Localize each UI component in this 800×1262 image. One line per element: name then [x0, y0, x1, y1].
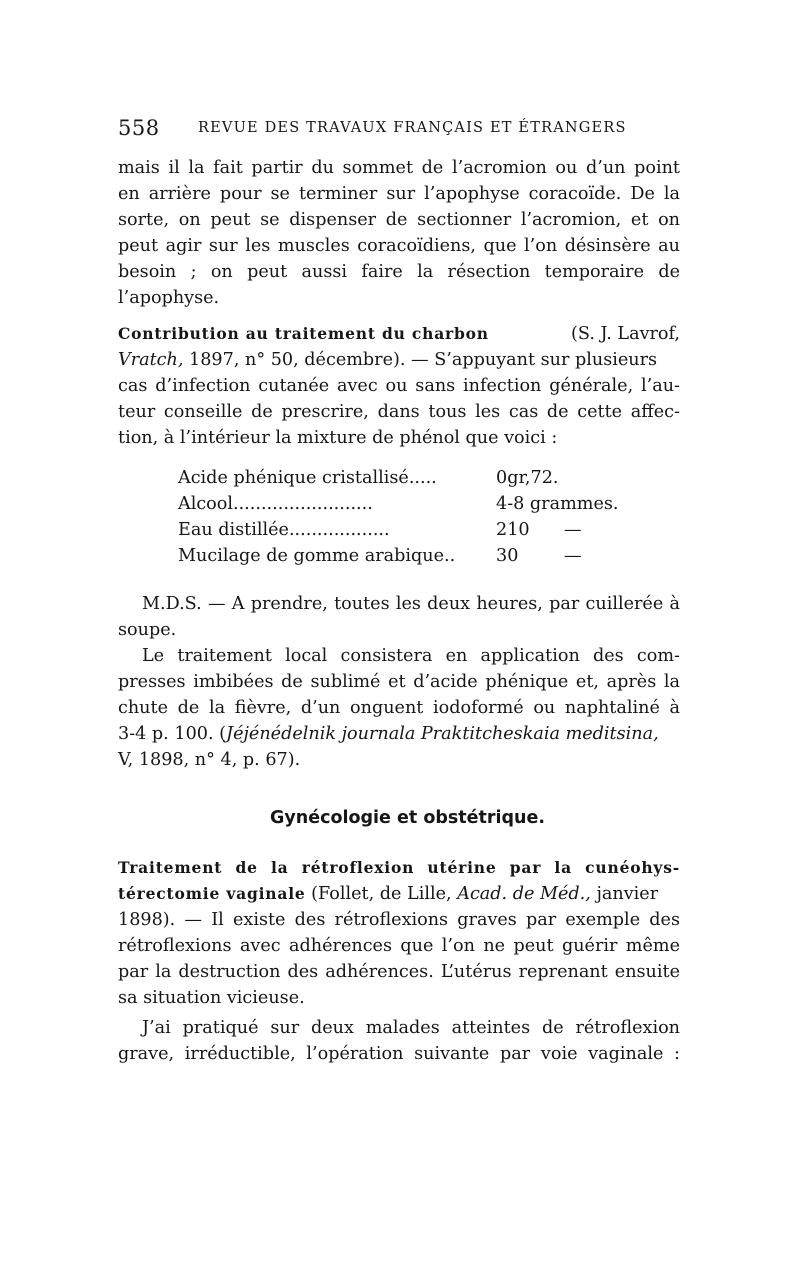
text-line: tion, à l’intérieur la mixture de phénol que voici :	[118, 428, 558, 448]
text-line: l’apophyse.	[118, 288, 220, 308]
text-line: teur conseille de prescrire, dans tous les cas de cette affec-	[118, 402, 680, 422]
text-line: J’ai pratiqué sur deux malades atteintes de rétroflexion	[142, 1018, 680, 1038]
prescription-row	[178, 520, 638, 546]
text-line: grave, irréductible, l’opération suivante par voie vaginale :	[118, 1044, 680, 1064]
prescription-row	[178, 468, 638, 494]
article-title: Traitement de la rétroflexion utérine par la cunéohys-	[118, 858, 680, 877]
prescription-row	[178, 546, 638, 572]
text-line: soupe.	[118, 620, 177, 640]
journal-name: Vratch,	[118, 350, 184, 370]
text-line: rétroflexions avec adhérences que l’on ne peut guérir même	[118, 936, 680, 956]
text-line: 1898). — Il existe des rétroflexions graves par exemple des	[118, 910, 680, 930]
text-line: cas d’infection cutanée avec ou sans infection générale, l’au-	[118, 376, 680, 396]
article-citation: (S. J. Lavrof,	[571, 324, 680, 344]
text-line: sorte, on peut se dispenser de sectionner l’acromion, et on	[118, 210, 680, 230]
text-line: mais il la fait partir du sommet de l’acromion ou d’un point	[118, 158, 680, 178]
ingredient-unit: —	[564, 546, 582, 566]
ingredient-name: Acide phénique cristallisé.....	[178, 468, 437, 488]
text-line: V, 1898, n° 4, p. 67).	[118, 750, 301, 770]
journal-name: Jéjénédelnik journala Praktitcheskaia meditsina,	[226, 724, 659, 744]
text-fragment: (Follet, de Lille,	[311, 884, 452, 904]
article-title: Contribution au traitement du charbon	[118, 324, 489, 343]
page-number: 558	[118, 116, 160, 140]
text-line: chute de la fièvre, d’un onguent iodoformé ou naphtaliné à	[118, 698, 680, 718]
text-line	[118, 722, 680, 746]
article-title-line	[118, 322, 680, 346]
running-head: REVUE DES TRAVAUX FRANÇAIS ET ÉTRANGERS	[198, 120, 627, 136]
text-line: presses imbibées de sublimé et d’acide phénique et, après la	[118, 672, 680, 692]
text-line: besoin ; on peut aussi faire la résection temporaire de	[118, 262, 680, 282]
text-line: Le traitement local consistera en application des com-	[142, 646, 680, 666]
text-line: sa situation vicieuse.	[118, 988, 305, 1008]
ingredient-quantity: 30	[496, 546, 519, 566]
text-fragment: 3-4 p. 100. (	[118, 724, 227, 744]
journal-name: Acad. de Méd.,	[457, 884, 591, 904]
text-line: M.D.S. — A prendre, toutes les deux heures, par cuillerée à	[142, 594, 680, 614]
page-header	[118, 114, 680, 144]
text-fragment: 1897, n° 50, décembre). — S’appuyant sur plusieurs	[189, 350, 658, 370]
text-line	[118, 882, 680, 906]
text-line	[118, 348, 680, 372]
ingredient-unit: —	[564, 520, 582, 540]
ingredient-quantity: 210	[496, 520, 530, 540]
section-heading: Gynécologie et obstétrique.	[270, 808, 546, 828]
text-fragment: janvier	[596, 884, 659, 904]
prescription-row	[178, 494, 638, 520]
text-line: peut agir sur les muscles coracoïdiens, que l’on désinsère au	[118, 236, 680, 256]
ingredient-quantity: 4-8 grammes.	[496, 494, 619, 514]
ingredient-name: Alcool.........................	[178, 494, 373, 514]
text-line: par la destruction des adhérences. L’utérus reprenant ensuite	[118, 962, 680, 982]
ingredient-quantity: 0gr,72.	[496, 468, 559, 488]
text-line: en arrière pour se terminer sur l’apophyse coracoïde. De la	[118, 184, 680, 204]
ingredient-name: Eau distillée..................	[178, 520, 390, 540]
article-title-line	[118, 856, 680, 880]
ingredient-name: Mucilage de gomme arabique..	[178, 546, 456, 566]
article-title: térectomie vaginale	[118, 884, 306, 903]
